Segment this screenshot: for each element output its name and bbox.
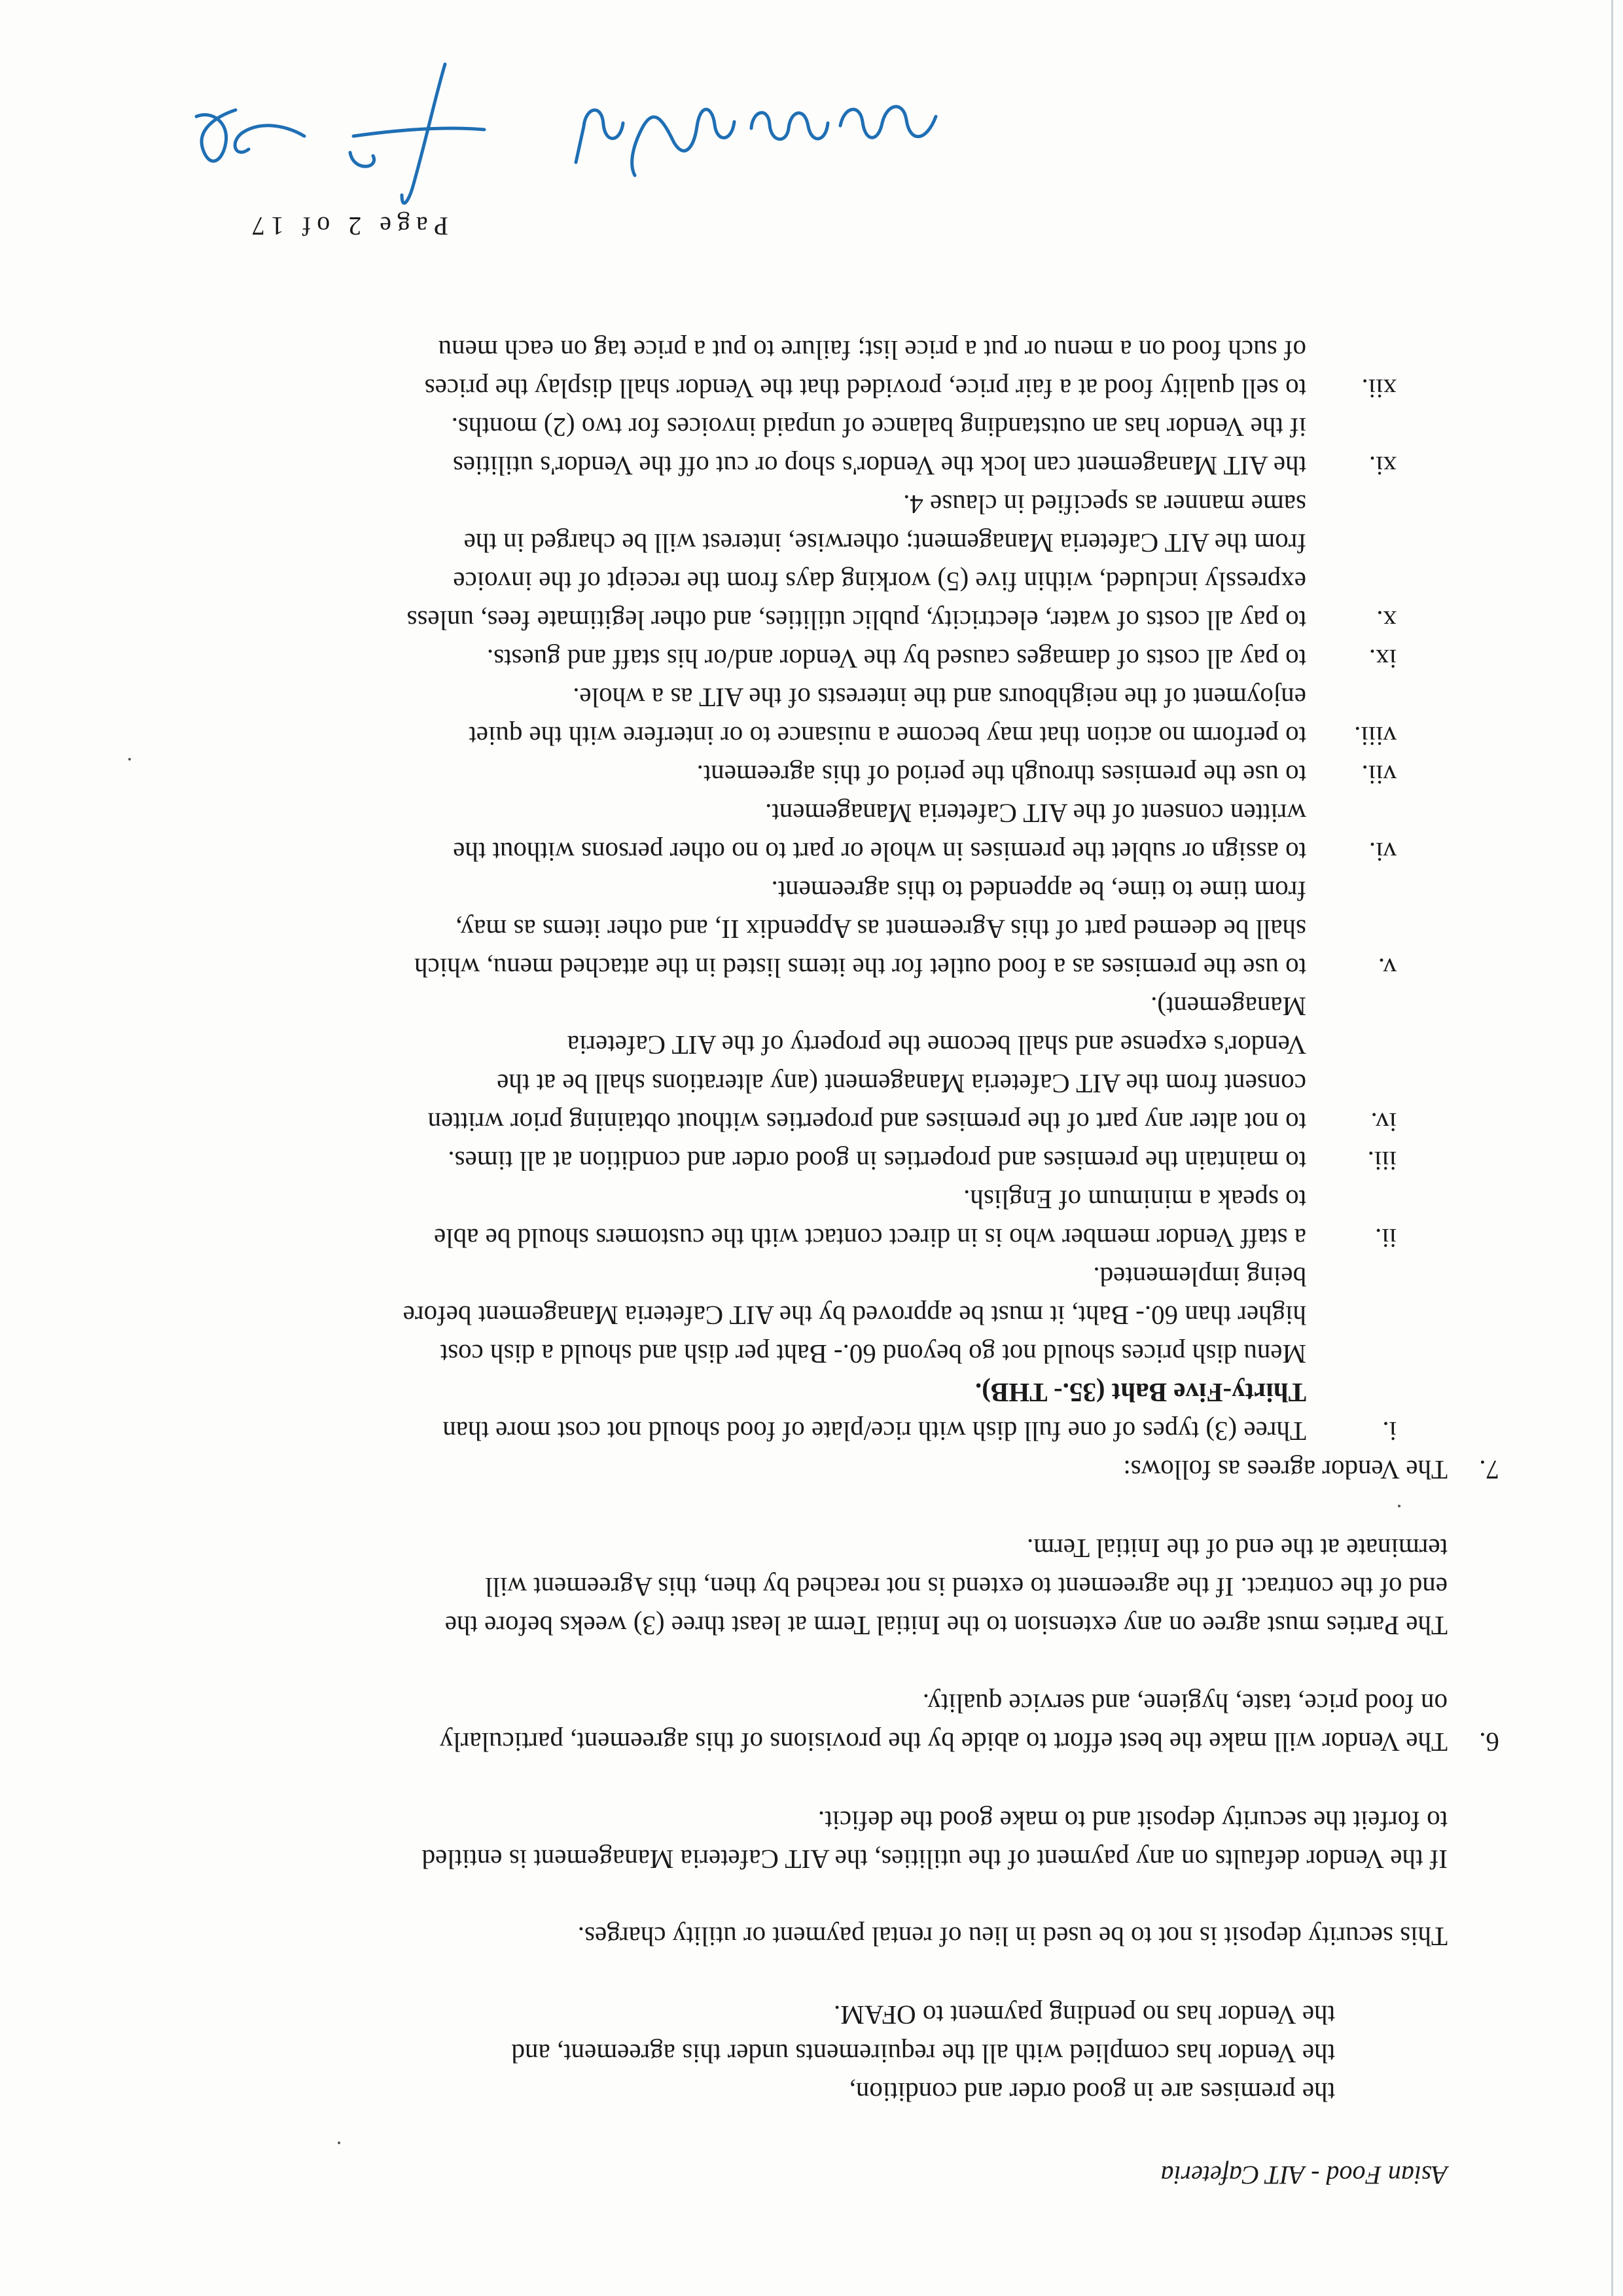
- text-line: to speak a minimum of English.: [963, 1185, 1306, 1215]
- text-line: enjoyment of the neighbours and the interests of the AIT as a whole.: [573, 683, 1306, 713]
- item-number: viii.: [1354, 721, 1397, 751]
- text-line: to assign or sublet the premises in whole or part to no other persons without the: [453, 837, 1306, 867]
- price-limit-bold: Thirty-Five Baht (35.- THB).: [974, 1378, 1306, 1408]
- text-line: The Vendor will make the best effort to abide by the provisions of this agreement, particularly: [439, 1727, 1448, 1757]
- paragraph-default-line: If the Vendor defaults on any payment of the utilities, the AIT Cafeteria Management is entitled: [421, 1844, 1448, 1874]
- text-line: from time to time, be appended to this agreement.: [771, 876, 1306, 906]
- clause-intro: The Vendor agrees as follows:: [1123, 1455, 1448, 1485]
- text-line: being implemented.: [1093, 1262, 1306, 1292]
- text-line: to use the premises as a food outlet for the items listed in the attached menu, which: [414, 953, 1306, 983]
- item-number: xii.: [1361, 374, 1397, 404]
- text-line: Vendor's expense and shall become the property of the AIT Cafeteria: [567, 1030, 1306, 1060]
- clause-number: 7.: [1479, 1455, 1499, 1485]
- text-line: the AIT Management can lock the Vendor's shop or cut off the Vendor's utilities: [452, 451, 1306, 481]
- text-line: the Vendor has no pending payment to OFAM.: [833, 2000, 1335, 2030]
- text-line: consent from the AIT Cafeteria Management (any alterations shall be at the: [497, 1069, 1306, 1099]
- item-number: vii.: [1361, 760, 1397, 790]
- text-line: The Parties must agree on any extension to the Initial Term at least three (3) weeks before the: [444, 1611, 1448, 1641]
- text-line: Management).: [1150, 992, 1306, 1022]
- scan-speck: [338, 2142, 340, 2144]
- text-line: higher than 60.- Baht, it must be approved by the AIT Cafeteria Management before: [402, 1300, 1306, 1331]
- text-line: end of the contract. If the agreement to extend is not reached by then, this Agreement will: [485, 1572, 1448, 1602]
- paragraph-default-line: to forfeit the security deposit and to make good the deficit.: [817, 1806, 1448, 1836]
- text-line: written consent of the AIT Cafeteria Management.: [765, 798, 1306, 829]
- item-number: v.: [1378, 953, 1397, 983]
- text-line: terminate at the end of the Initial Term.: [1026, 1534, 1448, 1564]
- text-line: of such food on a menu or put a price list; failure to put a price tag on each menu: [438, 335, 1306, 365]
- text-line: to pay all costs of damages caused by the Vendor and/or his staff and guests.: [486, 644, 1306, 674]
- text-line: the premises are in good order and condition,: [849, 2077, 1335, 2108]
- text-line: expressly included, within five (5) working days from the receipt of the invoice: [453, 567, 1306, 597]
- text-line: to not alter any part of the premises and properties without obtaining prior written: [427, 1107, 1306, 1138]
- paragraph-deposit: This security deposit is not to be used in lieu of rental payment or utility charges.: [577, 1922, 1448, 1952]
- text-line: if the Vendor has an outstanding balance of unpaid invoices for two (2) months.: [451, 412, 1306, 442]
- text-line: a staff Vendor member who is in direct contact with the customers should be able: [434, 1223, 1306, 1253]
- text-line: same manner as specified in clause 4.: [903, 490, 1306, 520]
- text-line: shall be deemed part of this Agreement as Appendix II, and other items as may,: [455, 914, 1306, 944]
- text-line: on food price, taste, hygiene, and service quality.: [922, 1689, 1448, 1719]
- text-line: to sell quality food at a fair price, provided that the Vendor shall display the prices: [424, 374, 1306, 404]
- scan-speck: [1398, 1505, 1400, 1507]
- item-number: xi.: [1368, 451, 1397, 481]
- handwritten-initials-signature: [183, 45, 942, 241]
- page-number: Page 2 of 17: [245, 211, 448, 241]
- text-line: to use the premises through the period of this agreement.: [696, 760, 1306, 790]
- item-number: iii.: [1367, 1146, 1397, 1176]
- text-line: from the AIT Cafeteria Management; otherwise, interest will be charged in the: [463, 528, 1306, 558]
- clause-number: 6.: [1479, 1727, 1499, 1757]
- item-number: vi.: [1368, 837, 1397, 867]
- scan-speck: [128, 758, 131, 761]
- text-line: Menu dish prices should not go beyond 60.- Baht per dish and should a dish cost: [440, 1339, 1306, 1369]
- text-line: to pay all costs of water, electricity, public utilities, and other legitimate fees, unless: [406, 605, 1306, 636]
- item-number: ii.: [1374, 1223, 1397, 1253]
- item-number: ix.: [1368, 644, 1397, 674]
- item-number: i.: [1382, 1416, 1397, 1446]
- text-line: the Vendor has complied with all the requirements under this agreement, and: [511, 2039, 1335, 2069]
- text-line: Three (3) types of one full dish with rice/plate of food should not cost more than: [442, 1416, 1306, 1446]
- document-header: Asian Food - AIT Cafeteria: [1160, 2161, 1448, 2190]
- text-line: to perform no action that may become a nuisance to or interfere with the quiet: [469, 721, 1306, 751]
- text-line: to maintain the premises and properties in good order and condition at all times.: [448, 1146, 1306, 1176]
- item-number: x.: [1376, 605, 1397, 636]
- item-number: iv.: [1370, 1107, 1397, 1138]
